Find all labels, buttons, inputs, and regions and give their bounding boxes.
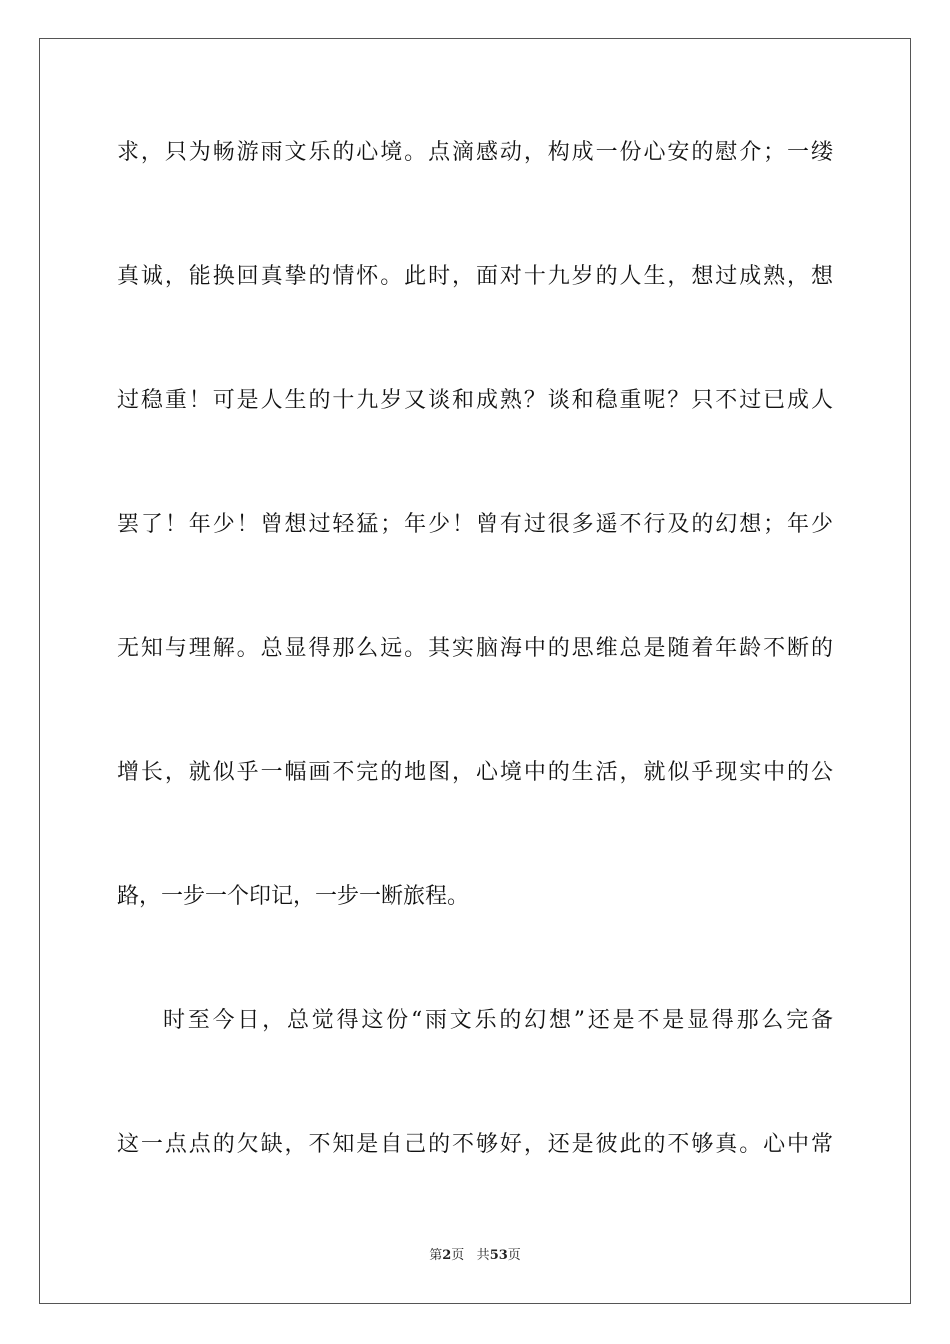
body-text-line-4: 罢了！年少！曾想过轻猛；年少！曾有过很多遥不行及的幻想；年少 <box>117 512 833 537</box>
page-frame <box>39 38 911 1304</box>
footer-current-page: 2 <box>442 1248 452 1263</box>
body-text-line-3: 过稳重！可是人生的十九岁又谈和成熟？谈和稳重呢？只不过已成人 <box>117 388 833 413</box>
body-text-line-7: 路，一步一个印记，一步一断旅程。 <box>117 884 470 909</box>
body-text-line-1: 求，只为畅游雨文乐的心境。点滴感动，构成一份心安的慰介；一缕 <box>117 140 833 165</box>
footer-prefix: 第 <box>429 1248 443 1263</box>
body-text-line-9: 这一点点的欠缺，不知是自己的不够好，还是彼此的不够真。心中常 <box>117 1132 833 1157</box>
body-text-line-5: 无知与理解。总显得那么远。其实脑海中的思维总是随着年龄不断的 <box>117 636 833 661</box>
page-footer <box>0 1246 950 1266</box>
footer-page-unit: 页 <box>451 1248 465 1263</box>
footer-total-pages: 53 <box>489 1248 508 1263</box>
body-text-line-8: 时至今日，总觉得这份“雨文乐的幻想”还是不是显得那么完备 <box>163 1008 833 1033</box>
body-text-line-2: 真诚，能换回真挚的情怀。此时，面对十九岁的人生，想过成熟，想 <box>117 264 833 289</box>
footer-total-unit: 页 <box>507 1248 521 1263</box>
body-text-line-6: 增长，就似乎一幅画不完的地图，心境中的生活，就似乎现实中的公 <box>117 760 833 785</box>
footer-total-prefix: 共 <box>476 1248 490 1263</box>
